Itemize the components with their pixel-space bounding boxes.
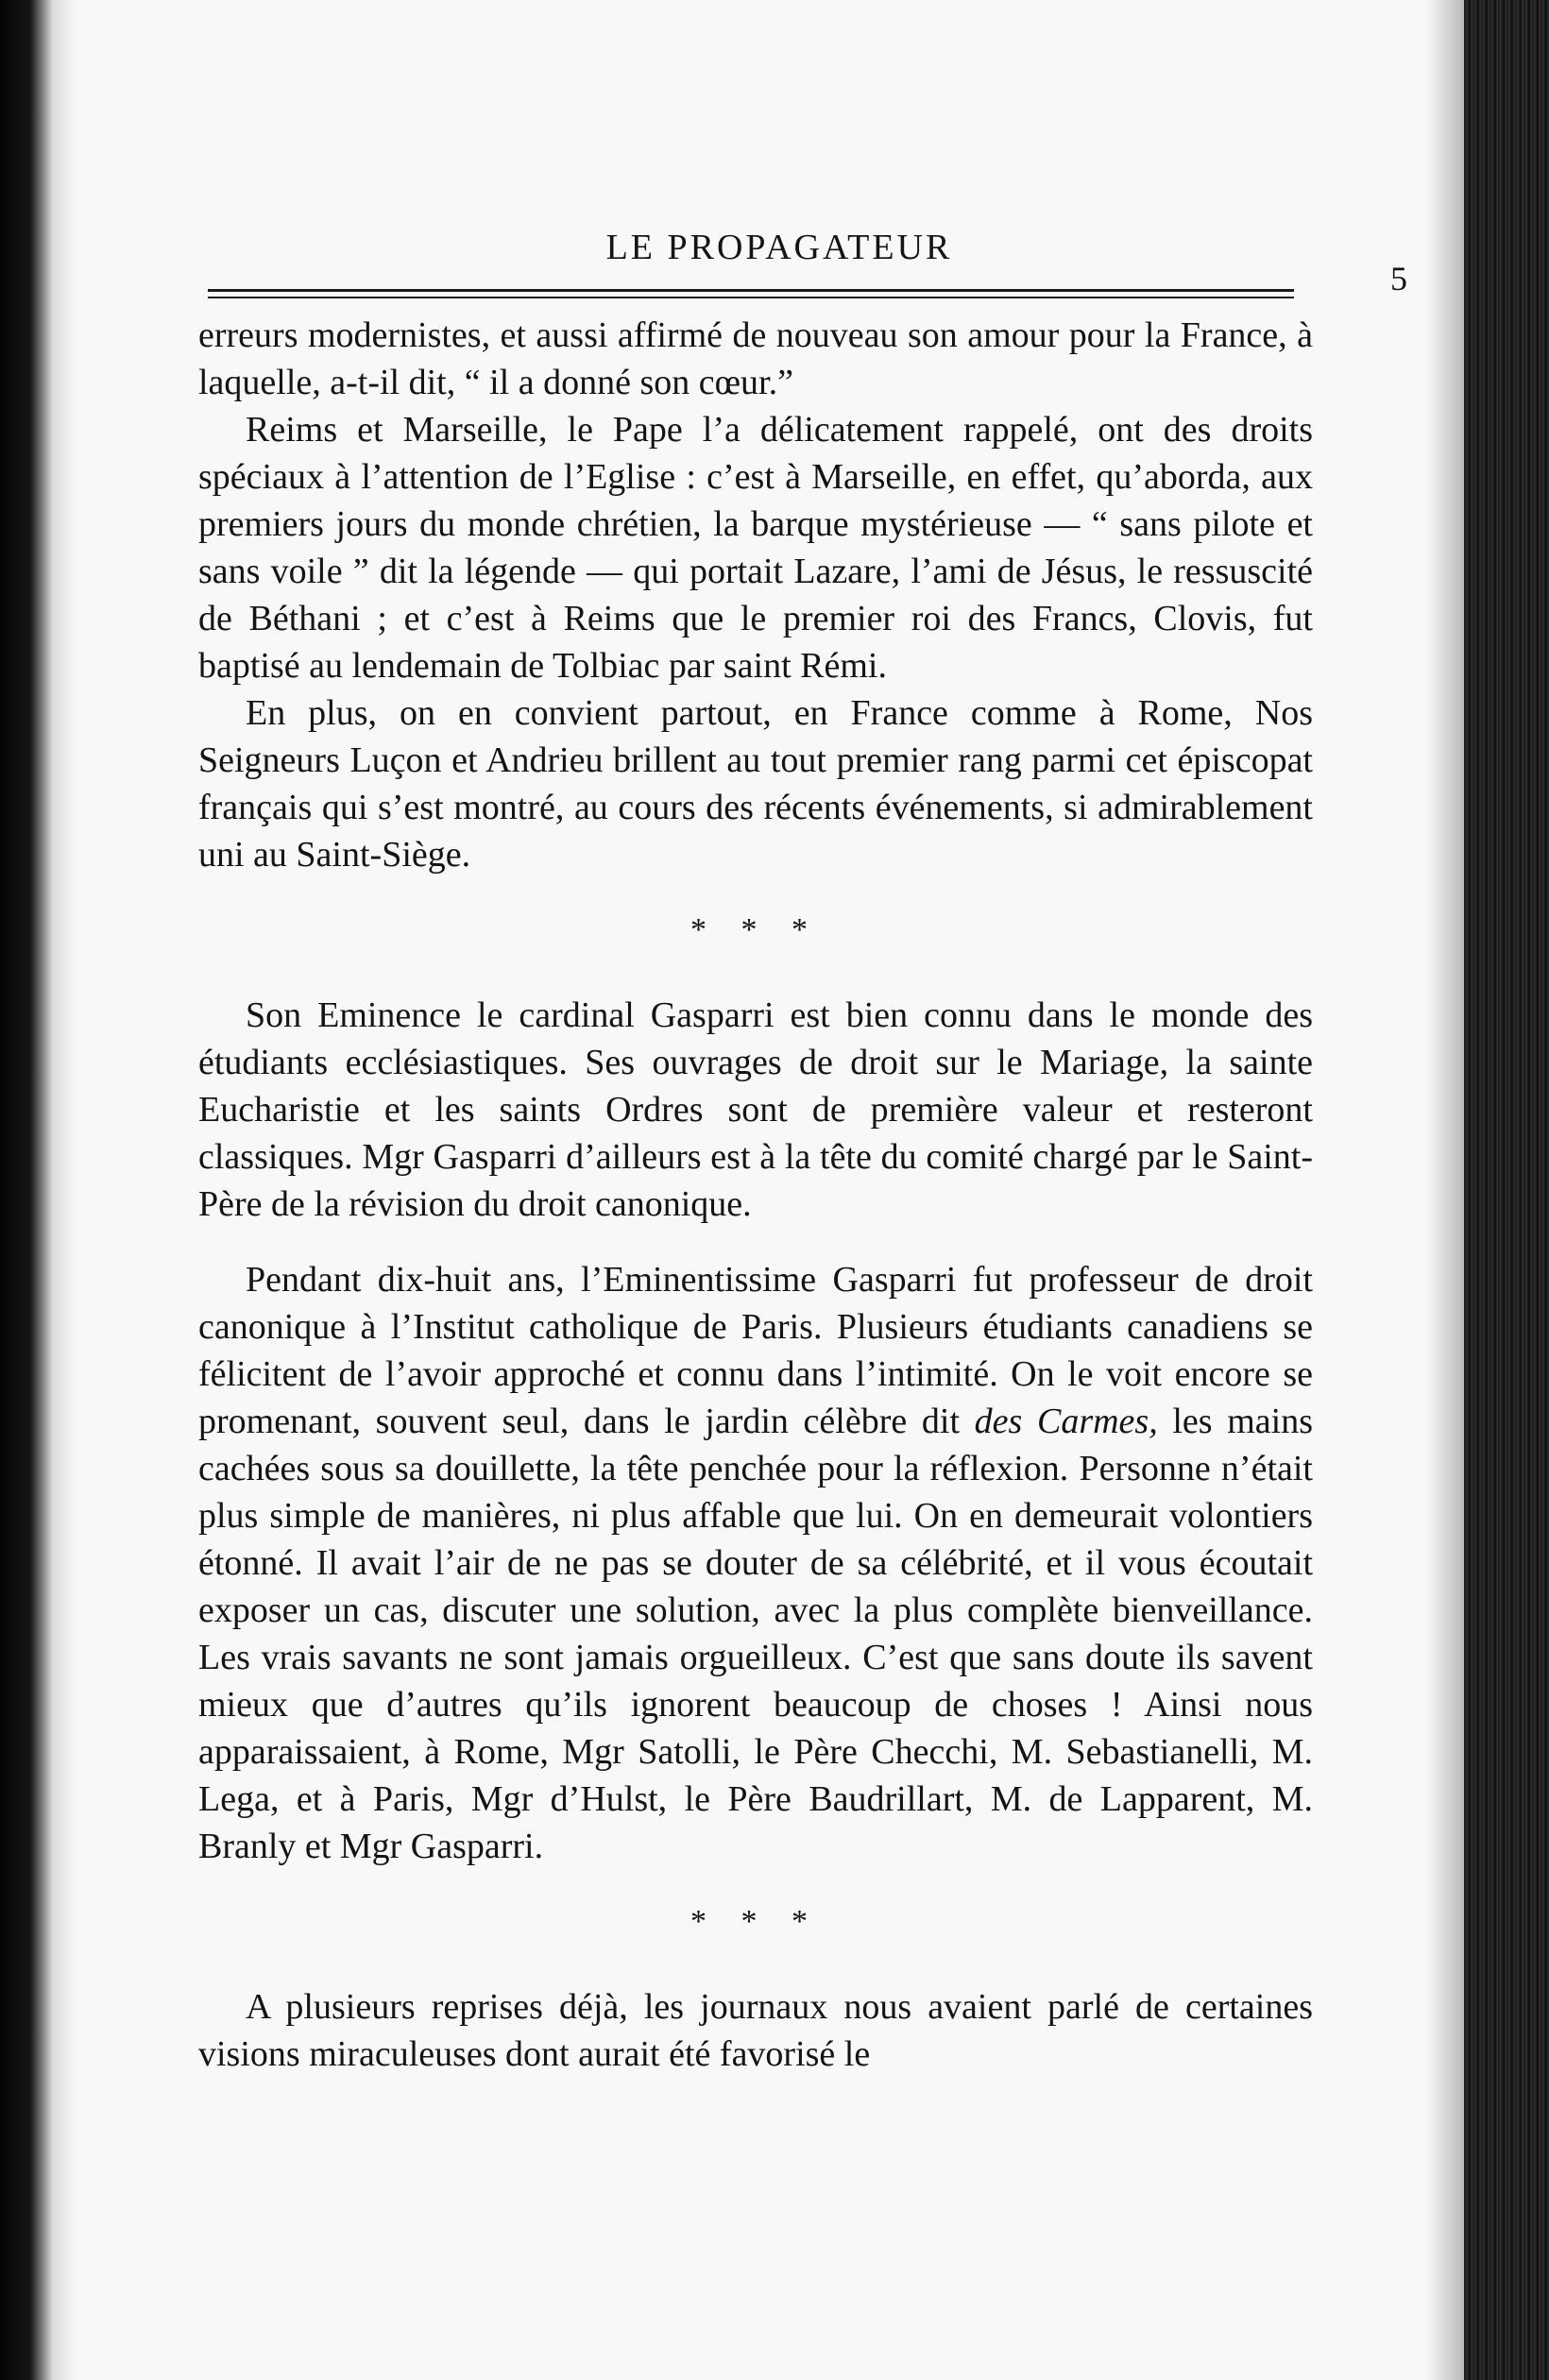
paragraph-4: Son Eminence le cardinal Gasparri est bien connu dans le monde des étudiants ecclésiastiques. Ses ouvrages de droit sur le Mariage, la sainte Eucharistie et les saints Ordres sont de première valeur et resteront classiques. Mgr Gasparri d’ailleurs est à la tête du comité chargé par le Saint-Père de la révision du droit canonique. bbox=[198, 995, 1313, 1224]
paragraph-5-text-b: les mains cachées sous sa douillette, la tête penchée pour la réflexion. Personne n’était plus simple de manières, ni plus affable que lui. On en demeurait volontiers étonné. Il avait l’air de ne pas se douter de sa célébrité, et il vous écoutait exposer un cas, discuter une solution, avec la plus complète bienveillance. Les vrais savants ne sont jamais orgueilleux. C’est que sans doute ils savent mieux que d’autres qu’ils ignorent beaucoup de choses ! Ainsi nous apparaissaient, à Rome, Mgr Satolli, le Père Checchi, M. Sebastianelli, M. Lega, et à Paris, Mgr d’Hulst, le Père Baudrillart, M. de Lapparent, M. Branly et Mgr Gasparri. bbox=[198, 1402, 1314, 1866]
paragraph-1: erreurs modernistes, et aussi affirmé de nouveau son amour pour la France, à laquelle, a-t-il dit, “ il a donné son cœur.” bbox=[198, 315, 1313, 402]
paragraph-3: En plus, on en convient partout, en France comme à Rome, Nos Seigneurs Luçon et Andrieu brillent au tout premier rang parmi cet épiscopat français qui s’est montré, au cours des récents événements, si admirablement uni au Saint-Siège. bbox=[198, 693, 1313, 875]
body-text bbox=[198, 312, 1313, 2078]
header-rule bbox=[208, 289, 1294, 292]
running-title: LE PROPAGATEUR bbox=[605, 228, 953, 267]
paragraph-6: A plusieurs reprises déjà, les journaux nous avaient parlé de certaines visions miraculeuses dont aurait été favorisé le bbox=[198, 1987, 1313, 2074]
running-head bbox=[208, 227, 1407, 298]
paragraph-5 bbox=[198, 1256, 1313, 1870]
binding-shadow bbox=[0, 0, 76, 2380]
section-separator-1: * * * bbox=[690, 912, 821, 947]
page-number: 5 bbox=[1390, 260, 1407, 298]
section-separator-2: * * * bbox=[690, 1904, 821, 1939]
book-edge bbox=[1464, 0, 1549, 2380]
paragraph-5-text-a: Pendant dix-huit ans, l’Eminentissime Gasparri fut professeur de droit canonique à l’Institut catholique de Paris. Plusieurs étudiants canadiens se félicitent de l’avoir approché et connu dans l’intimité. On le voit encore se promenant, souvent seul, dans le jardin célèbre dit bbox=[198, 1260, 1313, 1441]
paragraph-5-italic: des Carmes, bbox=[974, 1402, 1158, 1441]
paragraph-2: Reims et Marseille, le Pape l’a délicatement rappelé, ont des droits spéciaux à l’attention de l’Eglise : c’est à Marseille, en effet, qu’aborda, aux premiers jours du monde chrétien, la barque mystérieuse — “ sans pilote et sans voile ” dit la légende — qui portait Lazare, l’ami de Jésus, le ressuscité de Béthani ; et c’est à Reims que le premier roi des Francs, Clovis, fut baptisé au lendemain de Tolbiac par saint Rémi. bbox=[198, 410, 1313, 686]
header-rule-secondary bbox=[208, 297, 1294, 298]
page-content bbox=[132, 0, 1436, 2380]
